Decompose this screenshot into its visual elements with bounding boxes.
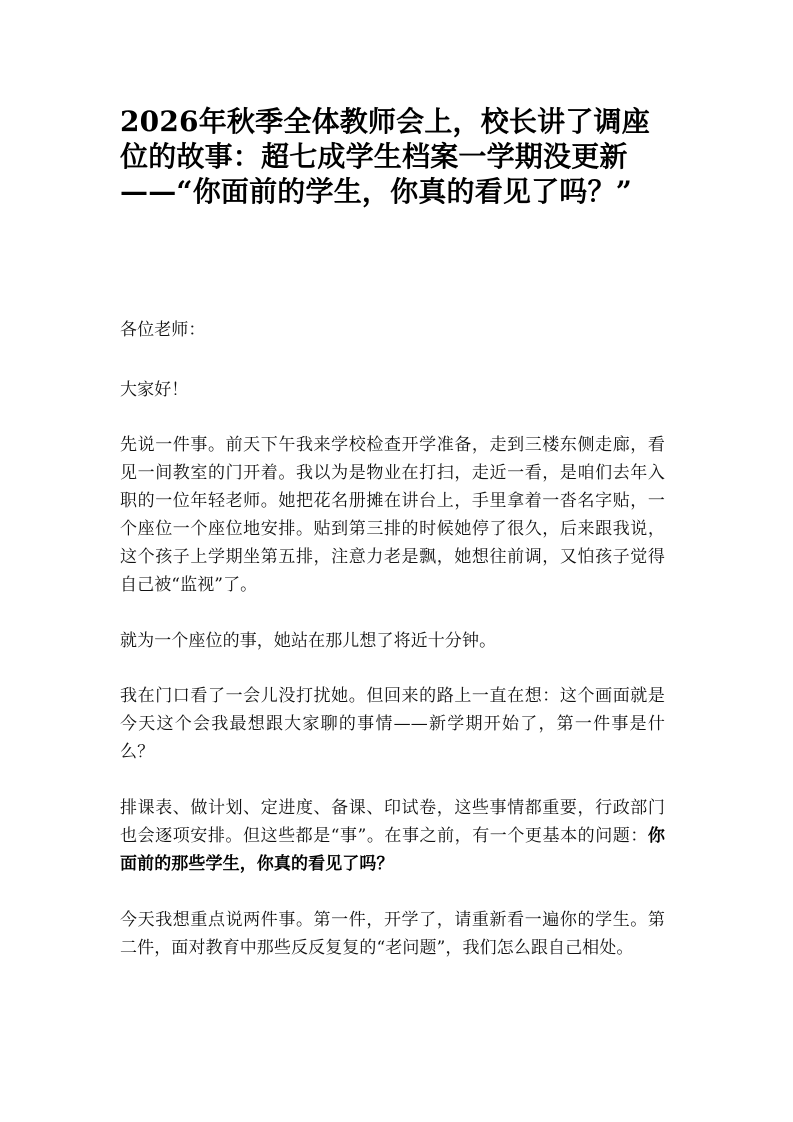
document-page: [120, 104, 665, 958]
paragraph-key-question-text: 排课表、做计划、定进度、备课、印试卷，这些事情都重要，行政部门也会逐项安排。但这些都是“事”。在事之前，有一个更基本的问题：: [120, 798, 665, 846]
greeting: 大家好！: [120, 380, 189, 400]
paragraph-two-topics: 今天我想重点说两件事。第一件，开学了，请重新看一遍你的学生。第二件，面对教育中那些反反复复的“老问题”，我们怎么跟自己相处。: [120, 910, 665, 958]
paragraph-key-question: [120, 794, 665, 878]
key-question-emphasis: 你面前的那些学生，你真的看见了吗？: [120, 826, 665, 874]
paragraph-reflection: 我在门口看了一会儿没打扰她。但回来的路上一直在想：这个画面就是今天这个会我最想跟大家聊的事情——新学期开始了，第一件事是什么？: [120, 686, 665, 762]
salutation: 各位老师：: [120, 320, 206, 340]
paragraph-story: 先说一件事。前天下午我来学校检查开学准备，走到三楼东侧走廊，看见一间教室的门开着。我以为是物业在打扫，走近一看，是咱们去年入职的一位年轻老师。她把花名册摊在讲台上，手里拿着一沓名字贴，一个座位一个座位地安排。贴到第三排的时候她停了很久，后来跟我说，这个孩子上学期坐第五排，注意力老是飘，她想往前调，又怕孩子觉得自己被“监视”了。: [120, 435, 665, 595]
document-title: 2026年秋季全体教师会上，校长讲了调座位的故事：超七成学生档案一学期没更新——“你面前的学生，你真的看见了吗？”: [120, 105, 650, 208]
paragraph-ten-minutes: 就为一个座位的事，她站在那儿想了将近十分钟。: [120, 631, 497, 651]
